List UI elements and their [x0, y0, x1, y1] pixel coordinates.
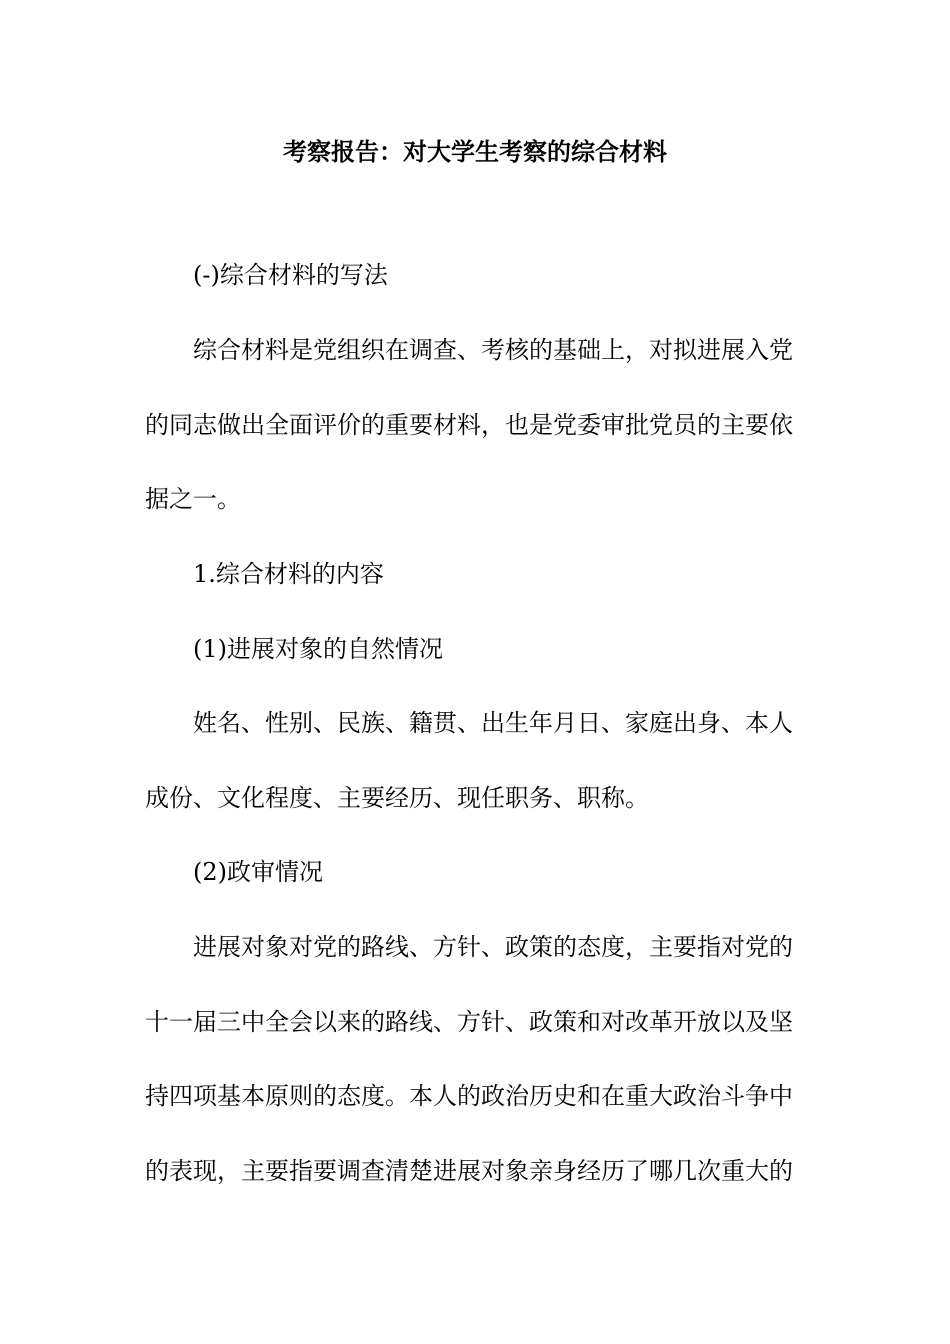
- paragraph-line: 十一届三中全会以来的路线、方针、政策和对改革开放以及坚: [145, 1007, 793, 1036]
- subsection-heading-natural-info: [145, 612, 810, 687]
- paragraph-line: 持四项基本原则的态度。本人的政治历史和在重大政治斗争中: [145, 1082, 793, 1110]
- subsection-heading-political-review: [145, 835, 810, 910]
- section-heading-content: [145, 537, 810, 612]
- heading-text: (2)政审情况: [193, 858, 323, 886]
- paragraph-definition: [145, 313, 810, 537]
- paragraph-line: 进展对象对党的路线、方针、政策的态度，主要指对党的: [193, 933, 793, 961]
- paragraph-natural-info: [145, 686, 810, 835]
- heading-text: (1)进展对象的自然情况: [193, 635, 443, 663]
- paragraph-line: 的同志做出全面评价的重要材料，也是党委审批党员的主要依: [145, 410, 793, 439]
- paragraph-political-review: [145, 910, 810, 1208]
- paragraph-line: 综合材料是党组织在调查、考核的基础上，对拟进展入党: [193, 336, 793, 364]
- section-heading-writing-method: [145, 238, 810, 313]
- document-title: 考察报告：对大学生考察的综合材料: [283, 137, 667, 166]
- paragraph-line: 成份、文化程度、主要经历、现任职务、职称。: [145, 783, 649, 812]
- heading-text: 1.综合材料的内容: [193, 560, 384, 588]
- paragraph-line: 姓名、性别、民族、籍贯、出生年月日、家庭出身、本人: [193, 709, 793, 737]
- heading-text: (-)综合材料的写法: [193, 261, 388, 289]
- paragraph-line: 据之一。: [145, 485, 241, 513]
- paragraph-line: 的表现，主要指要调查清楚进展对象亲身经历了哪几次重大的: [145, 1156, 793, 1185]
